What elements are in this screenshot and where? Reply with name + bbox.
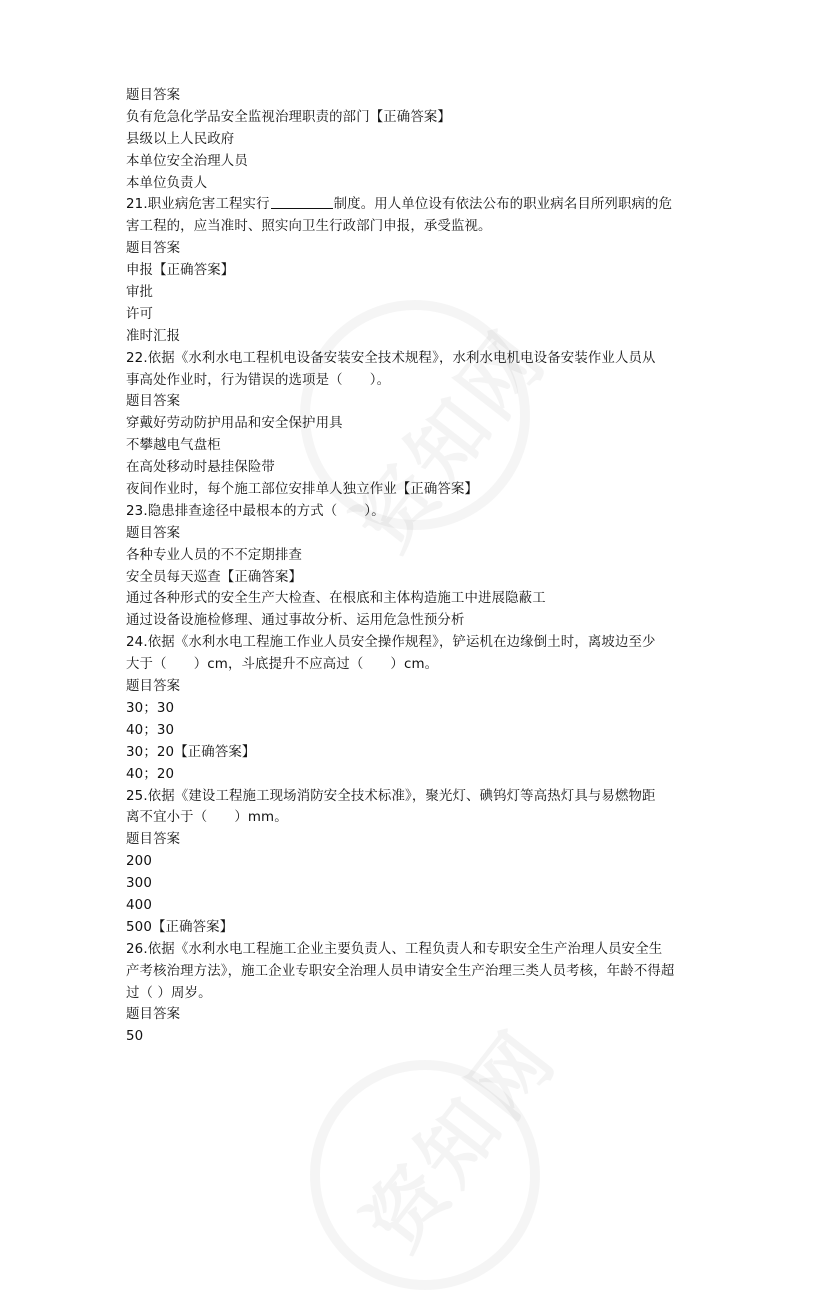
question-26: 26.依据《水利水电工程施工企业主要负责人、工程负责人和专职安全生产治理人员安全生 (126, 941, 663, 957)
watermark-ring (310, 1060, 540, 1290)
option: 穿戴好劳动防护用品和安全保护用具 (126, 416, 343, 432)
question-23: 23.隐患排查途径中最根本的方式（ ）。 (126, 503, 385, 519)
question-22-continued: 事高处作业时，行为错误的选项是（ ）。 (126, 372, 391, 388)
answer-header: 题目答案 (126, 394, 181, 410)
option: 通过设备设施检修理、通过事故分析、运用危急性预分析 (126, 613, 465, 629)
option: 200 (126, 854, 153, 870)
option: 400 (126, 897, 153, 913)
fill-blank (271, 194, 333, 209)
answer-header: 题目答案 (126, 832, 181, 848)
answer-header: 题目答案 (126, 525, 181, 541)
option: 审批 (126, 285, 154, 301)
document-body (126, 85, 726, 1048)
option: 30；30 (126, 700, 175, 716)
option-correct: 申报【正确答案】 (126, 263, 235, 279)
question-24: 24.依据《水利水电工程施工作业人员安全操作规程》，铲运机在边缘倒土时，离坡边至少 (126, 635, 656, 651)
question-26-continued: 产考核治理方法》，施工企业专职安全治理人员申请安全生产治理三类人员考核，年龄不得超 (126, 963, 675, 979)
question-25-continued: 离不宜小于（ ）mm。 (126, 810, 288, 826)
option: 不攀越电气盘柜 (126, 438, 221, 454)
option: 通过各种形式的安全生产大检查、在根底和主体构造施工中进展隐蔽工 (126, 591, 546, 607)
option: 40；30 (126, 722, 175, 738)
question-21-suffix: 制度。用人单位设有依法公布的职业病名目所列职病的危 (333, 197, 673, 213)
question-22: 22.依据《水利水电工程机电设备安装安全技术规程》，水利水电机电设备安装作业人员从 (126, 350, 656, 366)
option-correct: 负有危急化学品安全监视治理职责的部门【正确答案】 (126, 109, 451, 125)
option: 本单位负责人 (126, 175, 208, 191)
answer-header: 题目答案 (126, 88, 181, 103)
option: 准时汇报 (126, 328, 181, 344)
option-correct: 500【正确答案】 (126, 919, 234, 935)
option: 本单位安全治理人员 (126, 153, 248, 169)
option: 县级以上人民政府 (126, 131, 235, 147)
question-26-continued: 过（ ）周岁。 (126, 985, 212, 1001)
question-21 (126, 194, 726, 216)
option-correct: 安全员每天巡查【正确答案】 (126, 569, 303, 585)
question-25: 25.依据《建设工程施工现场消防安全技术标准》，聚光灯、碘钨灯等高热灯具与易燃物距 (126, 788, 656, 804)
answer-header: 题目答案 (126, 241, 181, 257)
answer-header: 题目答案 (126, 679, 181, 695)
answer-header: 题目答案 (126, 1007, 181, 1023)
option: 许可 (126, 306, 154, 322)
question-21-continued: 害工程的，应当准时、照实向卫生行政部门申报，承受监视。 (126, 219, 492, 235)
option: 各种专业人员的不不定期排查 (126, 547, 303, 563)
option-correct: 30；20【正确答案】 (126, 744, 256, 760)
option: 在高处移动时悬挂保险带 (126, 460, 275, 476)
question-21-prefix: 21.职业病危害工程实行 (126, 197, 270, 213)
option: 300 (126, 876, 153, 892)
option-correct: 夜间作业时，每个施工部位安排单人独立作业【正确答案】 (126, 482, 479, 498)
option: 50 (126, 1029, 144, 1045)
option: 40；20 (126, 766, 175, 782)
question-24-continued: 大于（ ）cm，斗底提升不应高过（ ）cm。 (126, 657, 439, 673)
